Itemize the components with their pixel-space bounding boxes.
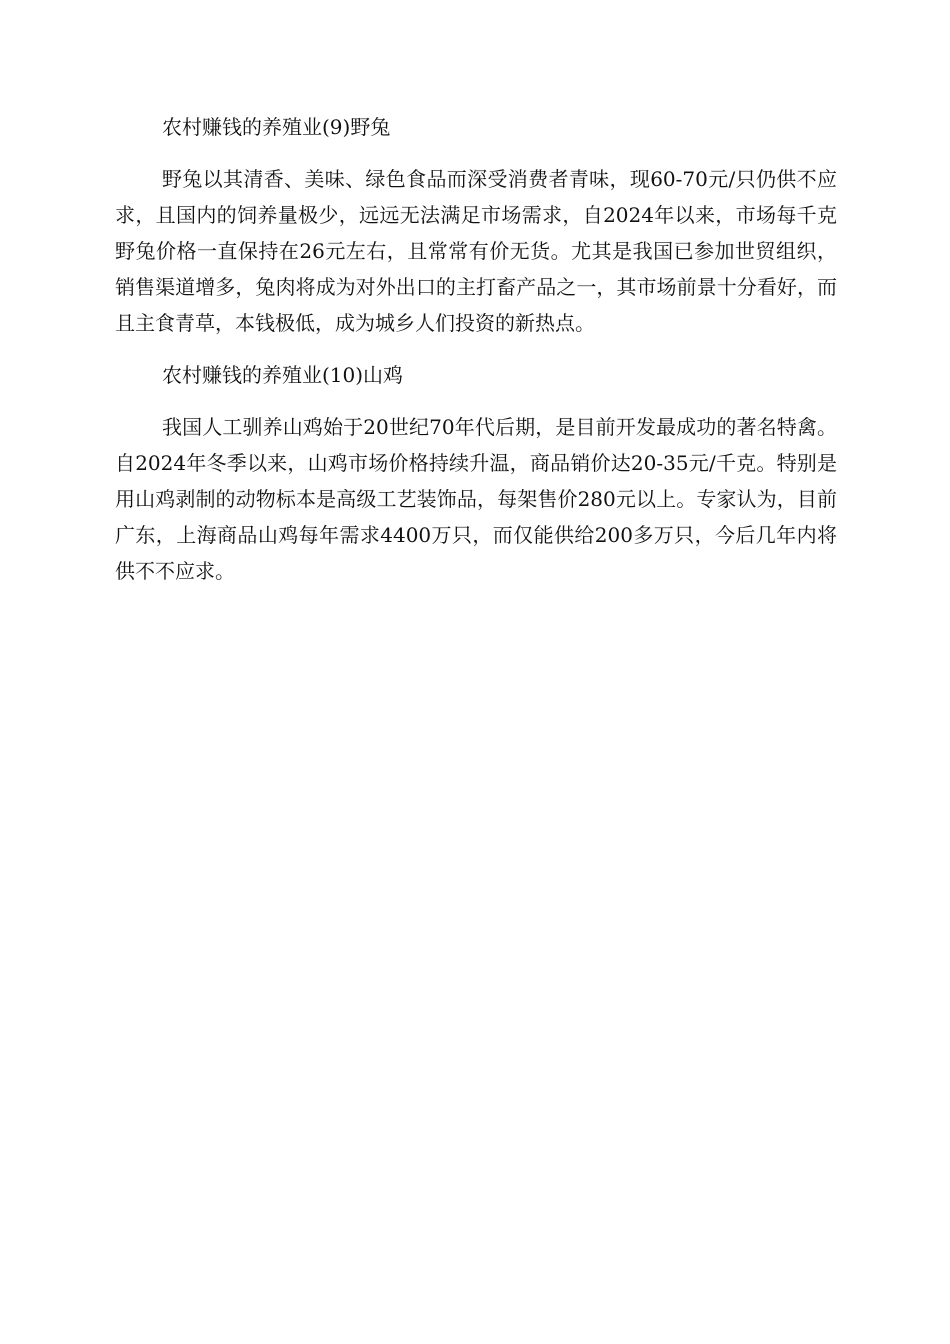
section-heading-wild-rabbit: 农村赚钱的养殖业(9)野兔	[162, 115, 391, 139]
section-paragraph-wild-rabbit: 野兔以其清香、美味、绿色食品而深受消费者青味，现60-70元/只仍供不应求，且国内的饲养量极少，远远无法满足市场需求，自2024年以来，市场每千克野兔价格一直保持在26元左右，且常常有价无货。尤其是我国已参加世贸组织，销售渠道增多，兔肉将成为对外出口的主打畜产品之一，其市场前景十分看好，而且主食青草，本钱极低，成为城乡人们投资的新热点。	[115, 167, 837, 335]
document-page	[115, 103, 837, 599]
section-heading-pheasant: 农村赚钱的养殖业(10)山鸡	[162, 363, 404, 387]
section-paragraph-pheasant: 我国人工驯养山鸡始于20世纪70年代后期，是目前开发最成功的著名特禽。自2024年冬季以来，山鸡市场价格持续升温，商品销价达20-35元/千克。特别是用山鸡剥制的动物标本是高级工艺装饰品，每架售价280元以上。专家认为，目前广东，上海商品山鸡每年需求4400万只，而仅能供给200多万只，今后几年内将供不不应求。	[115, 415, 837, 583]
